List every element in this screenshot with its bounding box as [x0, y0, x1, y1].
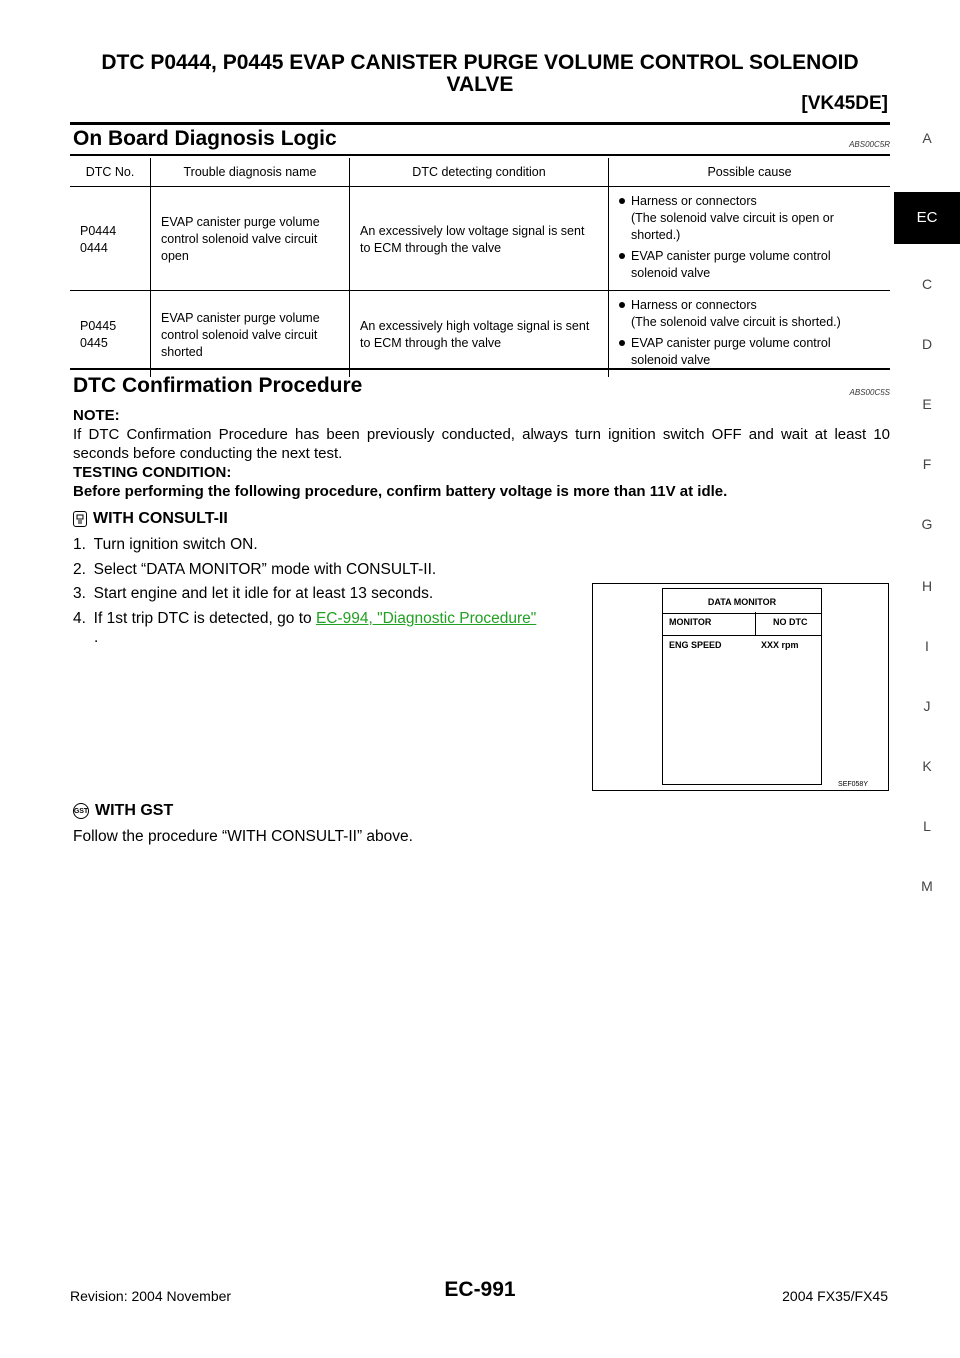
figure-code: SEF058Y [838, 781, 868, 788]
dtc-number: P0444 0444 [70, 187, 151, 291]
section-heading-confirmation: DTC Confirmation Procedure [73, 374, 363, 397]
page-title: DTC P0444, P0445 EVAP CANISTER PURGE VOLUME CONTROL SOLENOID VALVE [101, 51, 859, 96]
gst-instruction: Follow the procedure “WITH CONSULT-II” above. [73, 828, 413, 845]
screen-title: DATA MONITOR [707, 597, 777, 607]
section-tab-f[interactable]: F [922, 456, 932, 472]
section-code-on-board: ABS00C5R [849, 140, 890, 149]
detecting-condition: An excessively high voltage signal is sent to ECM through the valve [350, 291, 609, 378]
column-header: DTC No. [70, 158, 151, 187]
section-tab-l[interactable]: L [923, 818, 931, 834]
screen-row-label: ENG SPEED [669, 640, 722, 650]
section-code-confirmation: ABS00C5S [849, 388, 890, 397]
list-item: EVAP canister purge volume control solenoid valve [619, 248, 880, 282]
testing-condition-label: TESTING CONDITION: [73, 464, 232, 481]
procedure-step: 3. Start engine and let it idle for at least 13 seconds. [73, 585, 434, 602]
note-text: If DTC Confirmation Procedure has been previously conducted, always turn ignition switch OFF and wait at least 10 seconds before conducting the next test. [73, 426, 890, 462]
section-tab-j[interactable]: J [923, 698, 931, 714]
with-consult-heading [73, 510, 228, 528]
section-tab-h[interactable]: H [921, 578, 933, 594]
step-4-text: 4. If 1st trip DTC is detected, go to [73, 610, 316, 627]
diagnostic-procedure-link[interactable]: EC-994, "Diagnostic Procedure" [315, 610, 537, 627]
screen-monitor-label: MONITOR [669, 617, 712, 627]
header-rule [70, 122, 890, 125]
trouble-diagnosis-name: EVAP canister purge volume control solenoid valve circuit open [151, 187, 350, 291]
dtc-table [70, 158, 890, 377]
possible-cause [609, 187, 891, 291]
list-item: EVAP canister purge volume control solenoid valve [619, 335, 880, 369]
engine-code: [VK45DE] [801, 93, 888, 114]
gst-tool-icon: GST [73, 803, 89, 819]
section-tab-g[interactable]: G [921, 516, 933, 532]
step-4-period: . [94, 629, 99, 646]
possible-cause [609, 291, 891, 378]
section-tab-e[interactable]: E [922, 396, 932, 412]
table-row [70, 187, 890, 291]
section-tab-c[interactable]: C [921, 276, 933, 292]
table-row [70, 291, 890, 378]
note-label: NOTE: [73, 407, 120, 424]
procedure-step: 1. Turn ignition switch ON. [73, 536, 258, 553]
section-tab-i[interactable]: I [925, 638, 929, 654]
screen-divider [663, 635, 821, 636]
screen-column-divider [755, 612, 756, 635]
detecting-condition: An excessively low voltage signal is sent to ECM through the valve [350, 187, 609, 291]
footer-model: 2004 FX35/FX45 [782, 1288, 888, 1304]
procedure-step: 2. Select “DATA MONITOR” mode with CONSULT-II. [73, 561, 437, 578]
screen-row-value: XXX rpm [761, 640, 799, 650]
section-heading-on-board: On Board Diagnosis Logic [73, 127, 337, 150]
footer-revision: Revision: 2004 November [70, 1288, 232, 1304]
page-number: EC-991 [444, 1278, 516, 1301]
with-gst-label: WITH GST [95, 802, 174, 819]
with-consult-label: WITH CONSULT-II [93, 510, 228, 527]
table-bottom-rule [70, 368, 890, 370]
section-tab-m[interactable]: M [921, 878, 933, 894]
trouble-diagnosis-name: EVAP canister purge volume control solenoid valve circuit shorted [151, 291, 350, 378]
consult-screen [662, 588, 822, 785]
column-header: DTC detecting condition [350, 158, 609, 187]
with-gst-heading [73, 802, 173, 820]
section-tab-k[interactable]: K [922, 758, 932, 774]
dtc-number: P0445 0445 [80, 319, 117, 350]
table-top-rule [70, 154, 890, 156]
column-header: Trouble diagnosis name [151, 158, 350, 187]
testing-condition-text: Before performing the following procedure, confirm battery voltage is more than 11V at idle. [73, 483, 728, 500]
list-item: Harness or connectors (The solenoid valve circuit is open or shorted.) [619, 193, 880, 244]
procedure-step [73, 609, 585, 647]
consult-screen-figure [592, 583, 889, 791]
section-tab-a[interactable]: A [922, 130, 932, 146]
list-item: Harness or connectors (The solenoid valve circuit is shorted.) [619, 297, 880, 331]
screen-divider [663, 613, 821, 614]
section-tab-ec[interactable]: EC [894, 192, 960, 244]
section-tab-d[interactable]: D [921, 336, 933, 352]
screen-dtc-status: NO DTC [773, 617, 808, 627]
consult-tool-icon [73, 511, 87, 527]
column-header: Possible cause [609, 158, 891, 187]
